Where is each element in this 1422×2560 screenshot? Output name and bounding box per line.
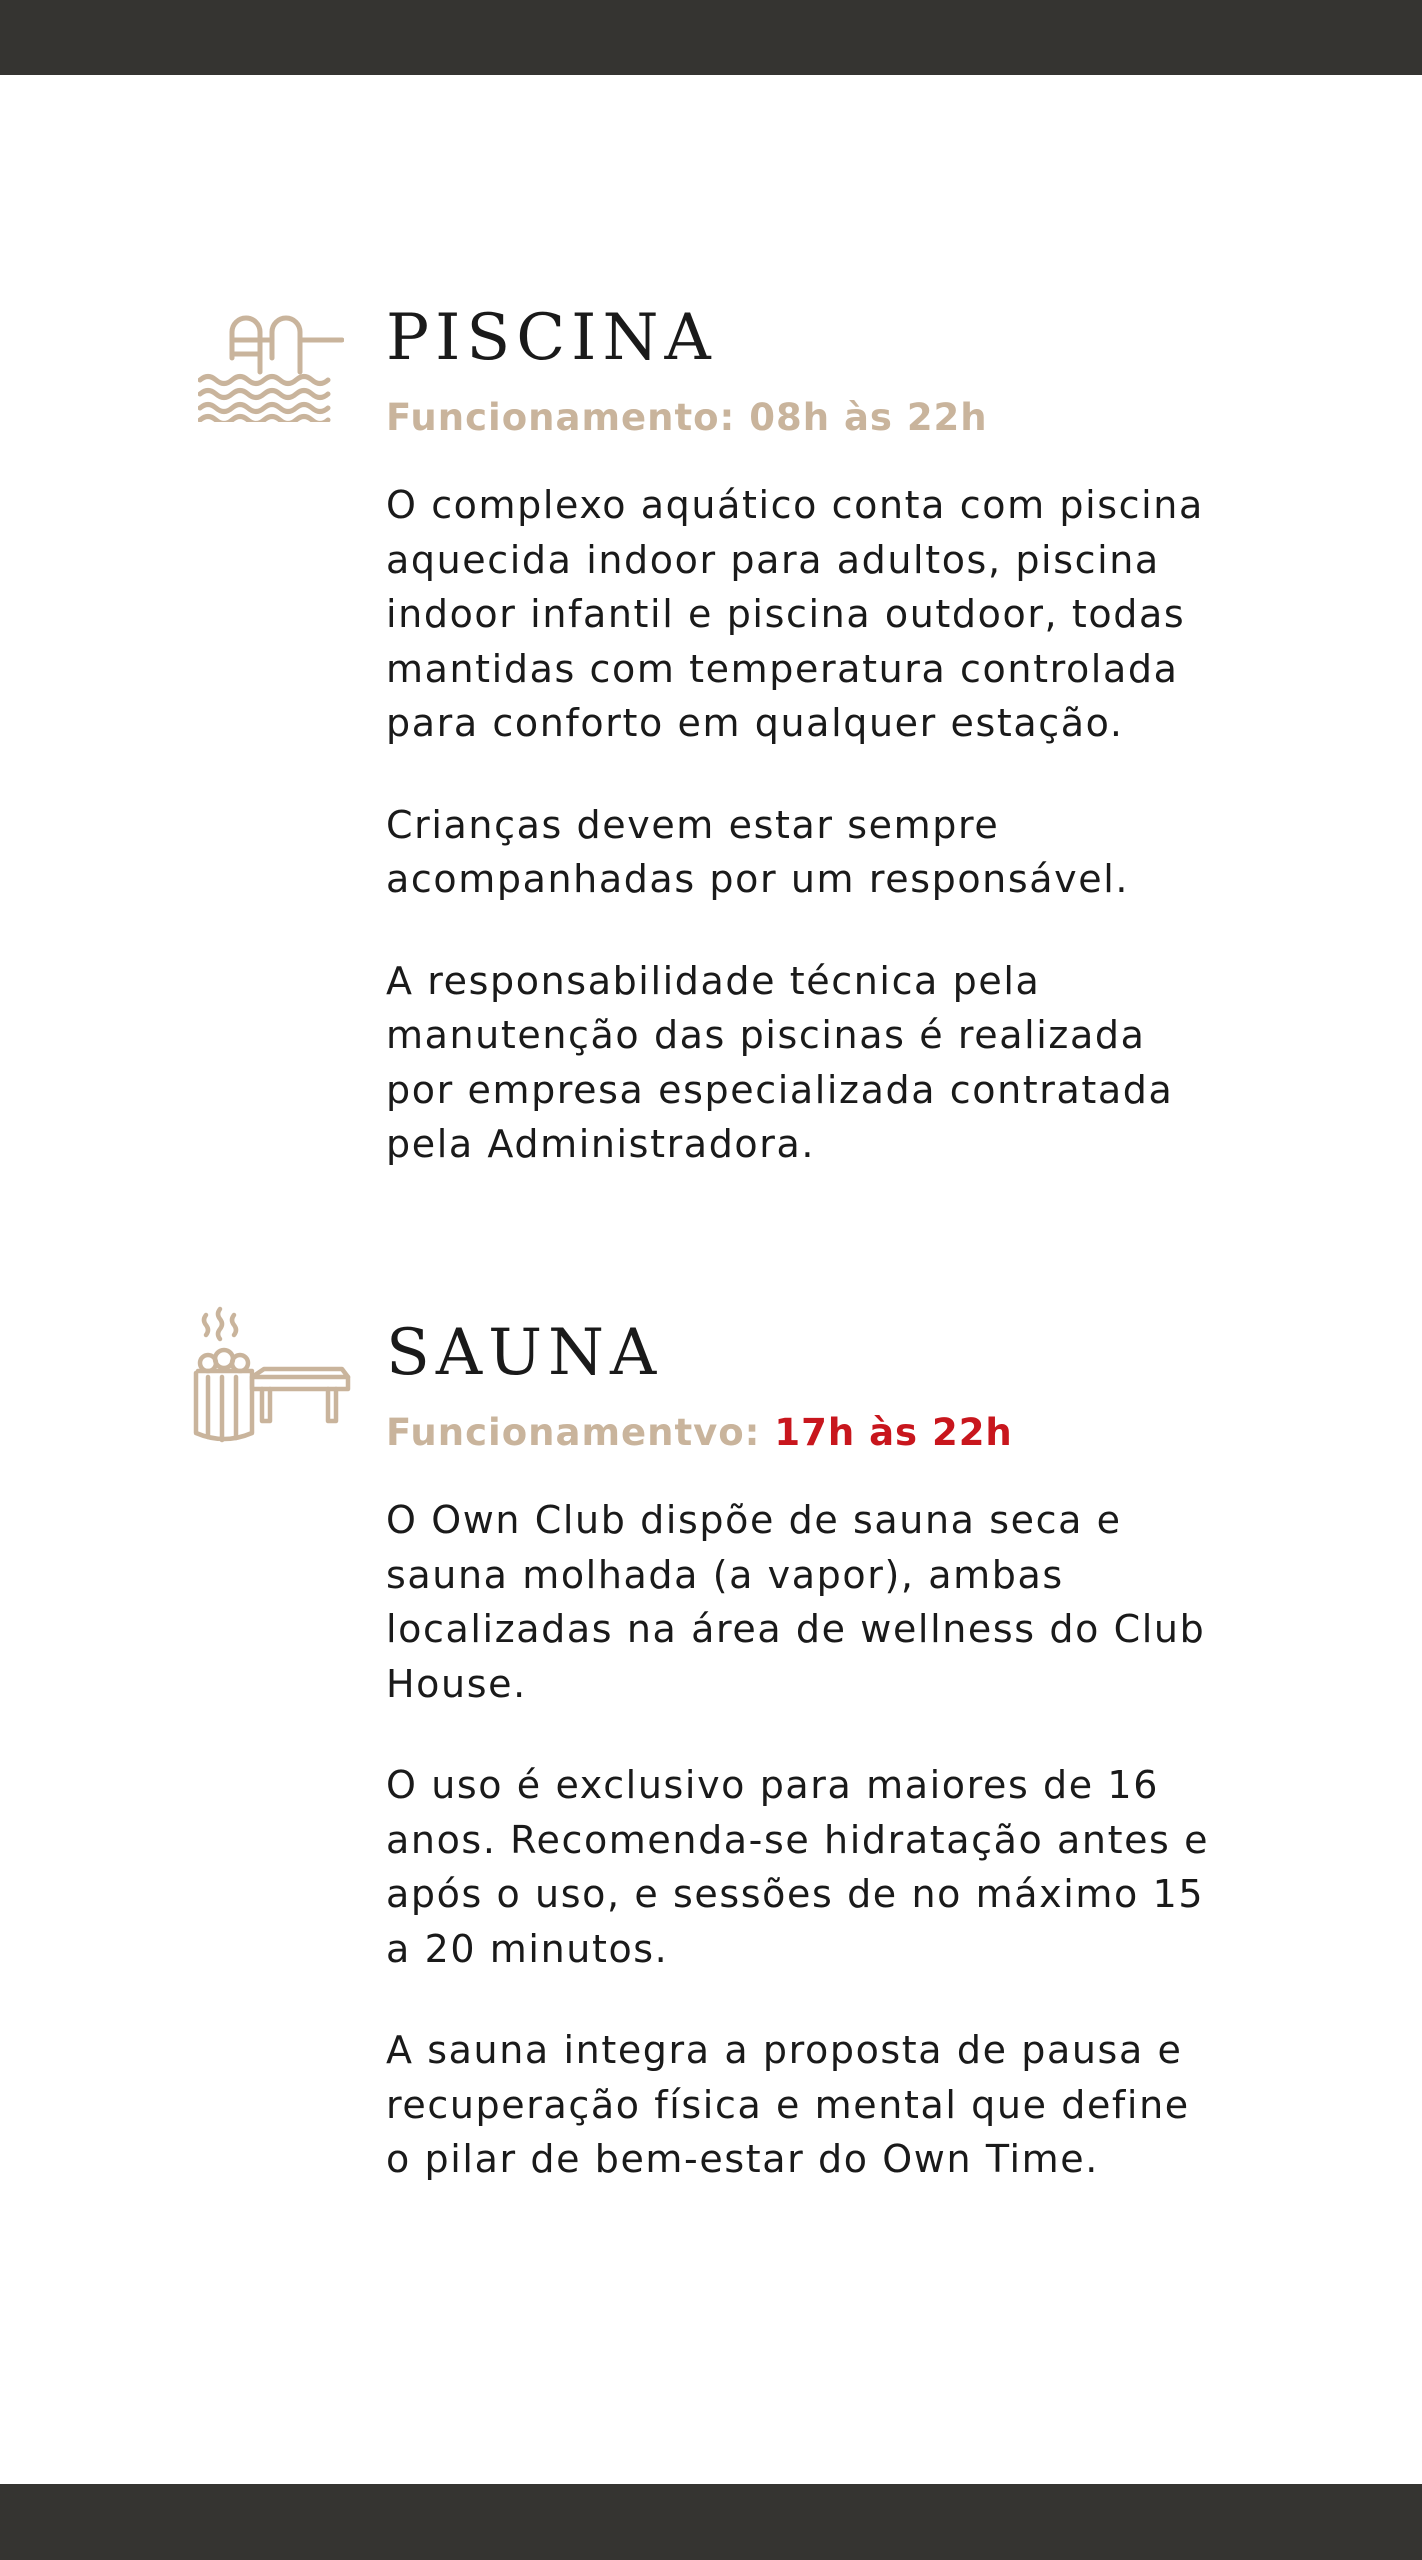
- section-body: [386, 478, 1216, 1172]
- opening-hours: Funcionamento: 08h às 22h: [386, 396, 988, 439]
- opening-hours-value: 17h às 22h: [774, 1411, 1013, 1454]
- pool-ladder-icon: [198, 310, 344, 422]
- opening-hours: [386, 1403, 1216, 1463]
- section-title: SAUNA: [386, 1316, 663, 1390]
- paragraph: A sauna integra a proposta de pausa e recuperação física e mental que define o pilar de bem-estar do Own Time.: [386, 2028, 1190, 2181]
- paragraph: O uso é exclusivo para maiores de 16 anos. Recomenda-se hidratação antes e após o uso, e sessões de no máximo 15 a 20 minutos.: [386, 1763, 1210, 1971]
- piscina-content: [386, 290, 1216, 1172]
- section-body: [386, 1493, 1216, 2187]
- paragraph: O Own Club dispõe de sauna seca e sauna molhada (a vapor), ambas localizadas na área de wellness do Club House.: [386, 1498, 1206, 1706]
- top-bar: [0, 0, 1422, 75]
- paragraph: A responsabilidade técnica pela manutenção das piscinas é realizada por empresa especializada contratada pela Administradora.: [386, 958, 1174, 1166]
- sauna-bucket-icon: [192, 1305, 352, 1445]
- section-title: PISCINA: [386, 301, 717, 375]
- sauna-content: [386, 1305, 1216, 2187]
- bottom-bar: [0, 2484, 1422, 2560]
- paragraph: Crianças devem estar sempre acompanhadas por um responsável.: [386, 802, 1130, 901]
- paragraph: O complexo aquático conta com piscina aquecida indoor para adultos, piscina indoor infantil e piscina outdoor, todas mantidas com temperatura controlada para conforto em qualquer estação.: [386, 483, 1204, 745]
- opening-hours-label: Funcionamentvo:: [386, 1411, 775, 1454]
